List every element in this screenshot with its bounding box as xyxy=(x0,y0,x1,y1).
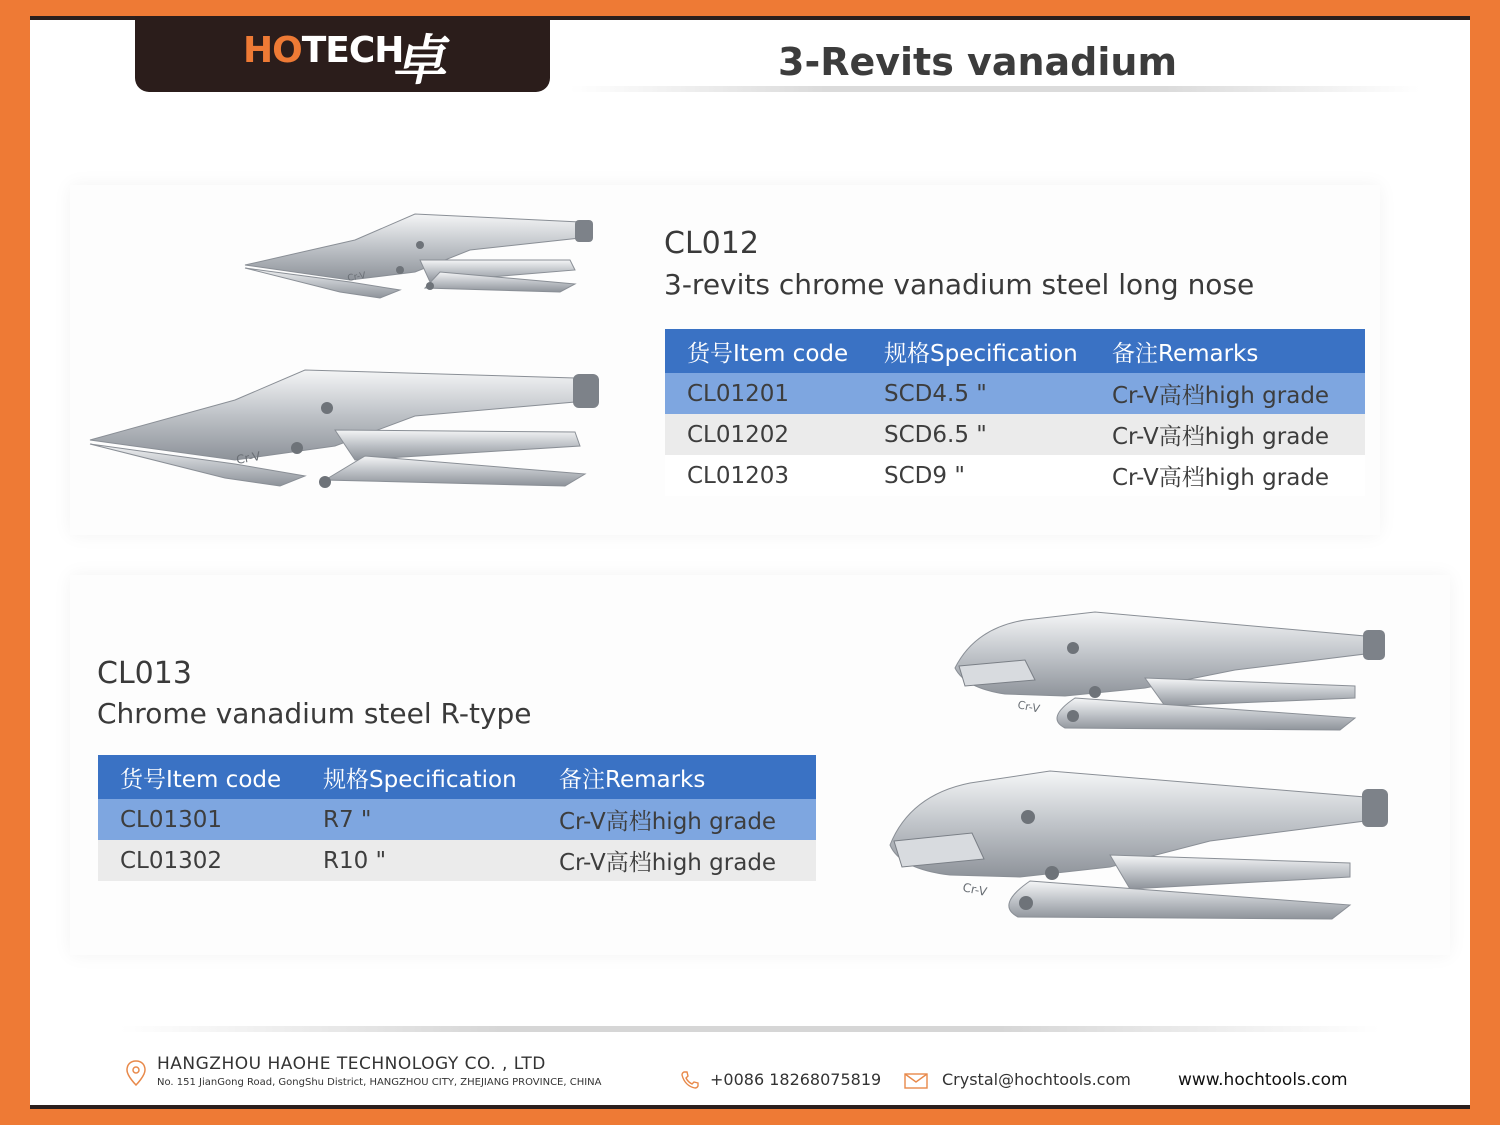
table-header-row xyxy=(665,329,1365,373)
specification-cell: R7 " xyxy=(301,799,537,840)
remarks-cell: Cr-V高档high grade xyxy=(1090,414,1365,455)
long-nose-plier-large-image xyxy=(85,360,605,495)
item-code-cell: CL01202 xyxy=(665,414,862,455)
crv-stamp: Cr-V xyxy=(235,448,262,467)
product-description: Chrome vanadium steel R-type xyxy=(97,697,532,730)
item-code-cell: CL01301 xyxy=(98,799,301,840)
specification-cell: SCD4.5 " xyxy=(862,373,1090,414)
remarks-cell: Cr-V高档high grade xyxy=(1090,455,1365,496)
logo-wordmark: HOTECH xyxy=(243,30,404,71)
column-header-item-code: 货号Item code xyxy=(665,329,862,373)
remarks-cell: Cr-V高档high grade xyxy=(1090,373,1365,414)
crv-stamp: Cr-V xyxy=(346,270,367,284)
product-code: CL012 xyxy=(664,226,759,261)
item-code-cell: CL01201 xyxy=(665,373,862,414)
crv-stamp: Cr-V xyxy=(961,880,989,900)
column-header-remarks: 备注Remarks xyxy=(1090,329,1365,373)
title-divider xyxy=(570,86,1420,92)
phone-icon xyxy=(680,1070,700,1090)
footer-divider xyxy=(120,1026,1380,1032)
contact-email[interactable]: Crystal@hochtools.com xyxy=(942,1070,1131,1089)
product-description: 3-revits chrome vanadium steel long nose xyxy=(664,268,1255,301)
long-nose-plier-small-image xyxy=(240,210,600,302)
specification-cell: SCD9 " xyxy=(862,455,1090,496)
r-type-plier-large-image xyxy=(880,765,1405,930)
table-header-row xyxy=(98,755,816,799)
r-type-plier-small-image xyxy=(945,608,1405,738)
catalog-page xyxy=(30,16,1470,1109)
table-row xyxy=(98,799,816,840)
remarks-cell: Cr-V高档high grade xyxy=(537,799,816,840)
column-header-specification: 规格Specification xyxy=(301,755,537,799)
location-pin-icon xyxy=(126,1060,146,1086)
table-row xyxy=(665,414,1365,455)
column-header-item-code: 货号Item code xyxy=(98,755,301,799)
product-code: CL013 xyxy=(97,656,192,691)
website-link[interactable]: www.hochtools.com xyxy=(1178,1070,1348,1090)
mail-icon xyxy=(904,1073,928,1089)
specification-cell: R10 " xyxy=(301,840,537,881)
table-row xyxy=(665,373,1365,414)
item-code-cell: CL01302 xyxy=(98,840,301,881)
column-header-specification: 规格Specification xyxy=(862,329,1090,373)
table-row xyxy=(665,455,1365,496)
logo-glyph: 卓 xyxy=(389,28,458,92)
contact-phone: +0086 18268075819 xyxy=(710,1070,882,1089)
specification-cell: SCD6.5 " xyxy=(862,414,1090,455)
spec-table-cl012 xyxy=(665,329,1365,496)
spec-table-cl013 xyxy=(98,755,816,881)
item-code-cell: CL01203 xyxy=(665,455,862,496)
page-title: 3-Revits vanadium xyxy=(778,40,1178,84)
brand-logo xyxy=(135,16,550,92)
company-address: No. 151 JianGong Road, GongShu District, HANGZHOU CITY, ZHEJIANG PROVINCE, CHINA xyxy=(157,1077,602,1088)
company-name: HANGZHOU HAOHE TECHNOLOGY CO. , LTD xyxy=(157,1054,546,1074)
column-header-remarks: 备注Remarks xyxy=(537,755,816,799)
remarks-cell: Cr-V高档high grade xyxy=(537,840,816,881)
table-row xyxy=(98,840,816,881)
crv-stamp: Cr-V xyxy=(1016,698,1041,716)
